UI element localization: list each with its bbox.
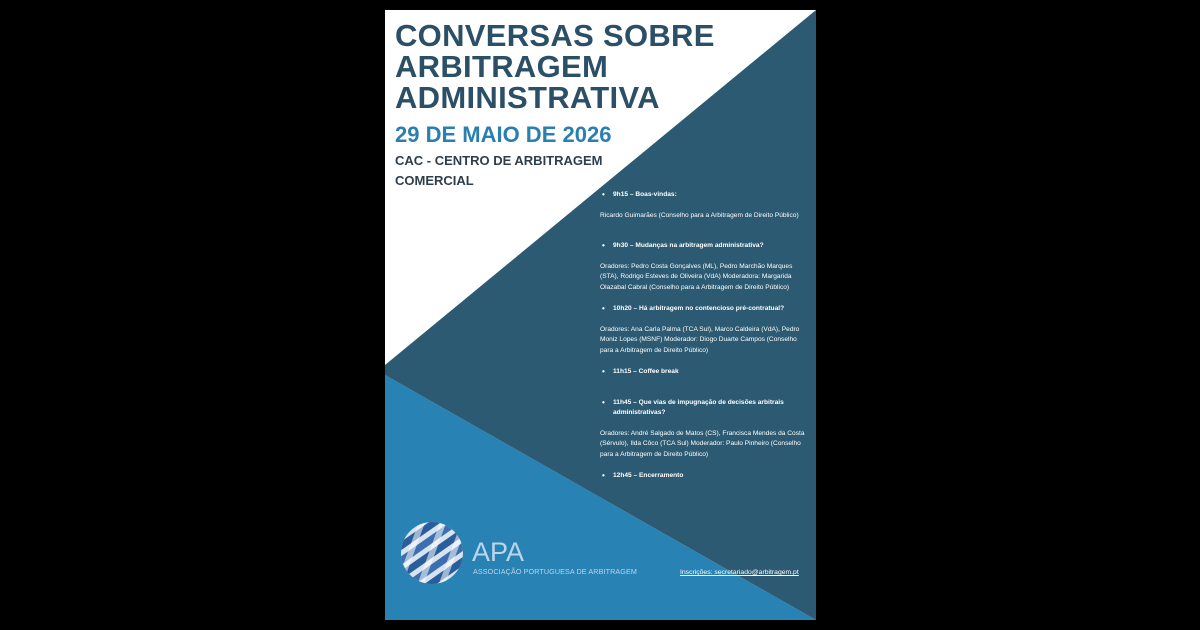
agenda-item bbox=[600, 304, 805, 356]
agenda-item-time: • 9h30 – Mudanças na arbitragem administrativa? bbox=[600, 241, 805, 252]
agenda-list bbox=[600, 188, 805, 482]
agenda-item-body: Oradores: Pedro Costa Gonçalves (ML), Pedro Marchão Marques (STA), Rodrigo Esteves de Oliveira (VdA) Moderadora: Margarida Olazabal Cabral (Conselho para a Arbitragem de Direito Público) bbox=[600, 262, 793, 291]
poster-title: CONVERSAS SOBRE ARBITRAGEM ADMINISTRATIVA bbox=[395, 18, 715, 115]
agenda-item-time: • 11h15 – Coffee break bbox=[600, 367, 805, 378]
logo-name: ASSOCIAÇÃO PORTUGUESA DE ARBITRAGEM bbox=[473, 567, 637, 576]
event-poster bbox=[385, 10, 816, 620]
agenda-item-body: Oradores: André Salgado de Matos (CS), Francisca Mendes da Costa (Sérvulo), Ilda Côco (TCA Sul) Moderador: Paulo Pinheiro (Conselho para a Arbitragem de Direito Público) bbox=[600, 429, 805, 458]
registration-email-link[interactable]: Inscrições: secretariado@arbitragem.pt bbox=[680, 569, 799, 576]
event-venue: CAC - CENTRO DE ARBITRAGEM COMERCIAL bbox=[395, 153, 603, 188]
agenda-item bbox=[600, 190, 805, 221]
agenda-item-time: • 10h20 – Há arbitragem no contencioso pré-contratual? bbox=[600, 304, 805, 315]
agenda-item-body: Ricardo Guimarães (Conselho para a Arbitragem de Direito Público) bbox=[600, 211, 799, 219]
agenda-item-time: • 12h45 – Encerramento bbox=[600, 471, 805, 482]
agenda-item-time: • 9h15 – Boas-vindas: bbox=[600, 190, 805, 201]
event-date: 29 DE MAIO DE 2026 bbox=[395, 122, 612, 147]
agenda-item bbox=[600, 241, 805, 293]
agenda-item-time: • 11h45 – Que vias de impugnação de decisões arbitrais administrativas? bbox=[600, 398, 805, 419]
agenda-item bbox=[600, 398, 805, 461]
agenda-item bbox=[600, 367, 805, 378]
globe-icon bbox=[399, 520, 465, 586]
agenda-item bbox=[600, 471, 805, 482]
agenda-item-body: Oradores: Ana Carla Palma (TCA Sul), Marco Caldeira (VdA), Pedro Moniz Lopes (MSNF) Moderador: Diogo Duarte Campos (Conselho para a Arbitragem de Direito Público) bbox=[600, 325, 800, 354]
logo-acronym: APA bbox=[472, 537, 525, 567]
